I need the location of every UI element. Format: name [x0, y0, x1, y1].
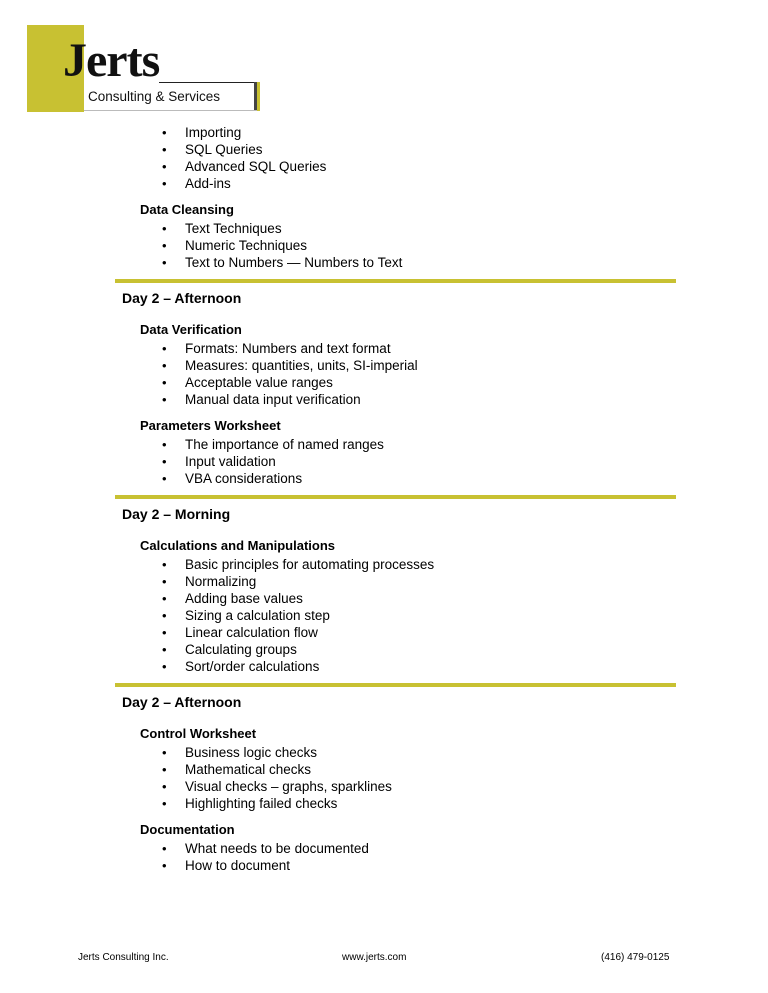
group-title: Data Verification [140, 322, 242, 337]
bullet-icon: • [162, 392, 167, 407]
list-item: • Business logic checks [162, 745, 318, 760]
list-item: • Text Techniques [162, 221, 282, 236]
footer-company: Jerts Consulting Inc. [78, 952, 169, 963]
list-item: • VBA considerations [162, 471, 303, 486]
list-item: • Acceptable value ranges [162, 375, 333, 390]
calculations-group [0, 536, 768, 675]
bullet-icon: • [162, 437, 167, 452]
list-item: • Add-ins [162, 176, 231, 191]
data-cleansing-list [0, 220, 768, 271]
bullet-icon: • [162, 642, 167, 657]
document-body [0, 124, 768, 882]
logo-subtitle: Consulting & Services [88, 89, 221, 104]
bullet-icon: • [162, 221, 167, 236]
bullet-icon: • [162, 255, 167, 270]
bullet-icon: • [162, 625, 167, 640]
section-divider [115, 279, 676, 283]
bullet-icon: • [162, 557, 167, 572]
group-title: Documentation [140, 822, 235, 837]
bullet-icon: • [162, 659, 167, 674]
section-divider [115, 683, 676, 687]
intro-list [0, 124, 768, 192]
footer-website: www.jerts.com [342, 952, 407, 963]
bullet-icon: • [162, 858, 167, 873]
list-item: • Measures: quantities, units, SI-imperial [162, 358, 418, 373]
company-logo [27, 25, 267, 115]
parameters-worksheet-group [0, 416, 768, 487]
logo-underline [84, 110, 257, 111]
bullet-icon: • [162, 159, 167, 174]
bullet-icon: • [162, 238, 167, 253]
control-worksheet-list [0, 744, 768, 812]
bullet-icon: • [162, 796, 167, 811]
bullet-icon: • [162, 608, 167, 623]
logo-rule [159, 82, 258, 83]
list-item: • Input validation [162, 454, 276, 469]
section-title: Day 2 – Afternoon [122, 694, 242, 710]
list-item: • Normalizing [162, 574, 257, 589]
list-item: • Formats: Numbers and text format [162, 341, 391, 356]
data-verification-list [0, 340, 768, 408]
group-title: Parameters Worksheet [140, 418, 281, 433]
bullet-icon: • [162, 471, 167, 486]
bullet-icon: • [162, 176, 167, 191]
bullet-icon: • [162, 341, 167, 356]
bullet-icon: • [162, 375, 167, 390]
bullet-icon: • [162, 574, 167, 589]
section-title: Day 2 – Afternoon [122, 290, 242, 306]
intro-group [0, 124, 768, 192]
list-item: • Visual checks – graphs, sparklines [162, 779, 392, 794]
parameters-worksheet-list [0, 436, 768, 487]
list-item: • How to document [162, 858, 291, 873]
list-item: • Advanced SQL Queries [162, 159, 327, 174]
bullet-icon: • [162, 454, 167, 469]
list-item: • Adding base values [162, 591, 303, 606]
section-divider [115, 495, 676, 499]
list-item: • Importing [162, 125, 242, 140]
list-item: • Sort/order calculations [162, 659, 320, 674]
list-item: • Highlighting failed checks [162, 796, 338, 811]
logo-wordmark: Jerts [63, 34, 160, 87]
list-item: • What needs to be documented [162, 841, 369, 856]
bullet-icon: • [162, 745, 167, 760]
control-worksheet-group [0, 724, 768, 812]
bullet-icon: • [162, 841, 167, 856]
bullet-icon: • [162, 762, 167, 777]
list-item: • Calculating groups [162, 642, 297, 657]
list-item: • The importance of named ranges [162, 437, 384, 452]
bullet-icon: • [162, 125, 167, 140]
group-title: Data Cleansing [140, 202, 234, 217]
group-title: Control Worksheet [140, 726, 257, 741]
group-title: Calculations and Manipulations [140, 538, 336, 553]
footer-phone: (416) 479-0125 [601, 952, 670, 963]
bullet-icon: • [162, 591, 167, 606]
bullet-icon: • [162, 779, 167, 794]
list-item: • Numeric Techniques [162, 238, 308, 253]
list-item: • Manual data input verification [162, 392, 361, 407]
list-item: • Text to Numbers — Numbers to Text [162, 255, 403, 270]
documentation-list [0, 840, 768, 874]
section-title: Day 2 – Morning [122, 506, 231, 522]
calculations-list [0, 556, 768, 675]
bullet-icon: • [162, 358, 167, 373]
documentation-group [0, 820, 768, 874]
logo-edge-accent [257, 82, 260, 111]
list-item: • Sizing a calculation step [162, 608, 330, 623]
list-item: • Linear calculation flow [162, 625, 318, 640]
list-item: • SQL Queries [162, 142, 263, 157]
data-verification-group [0, 320, 768, 408]
data-cleansing-group [0, 200, 768, 271]
bullet-icon: • [162, 142, 167, 157]
list-item: • Mathematical checks [162, 762, 312, 777]
list-item: • Basic principles for automating processes [162, 557, 435, 572]
